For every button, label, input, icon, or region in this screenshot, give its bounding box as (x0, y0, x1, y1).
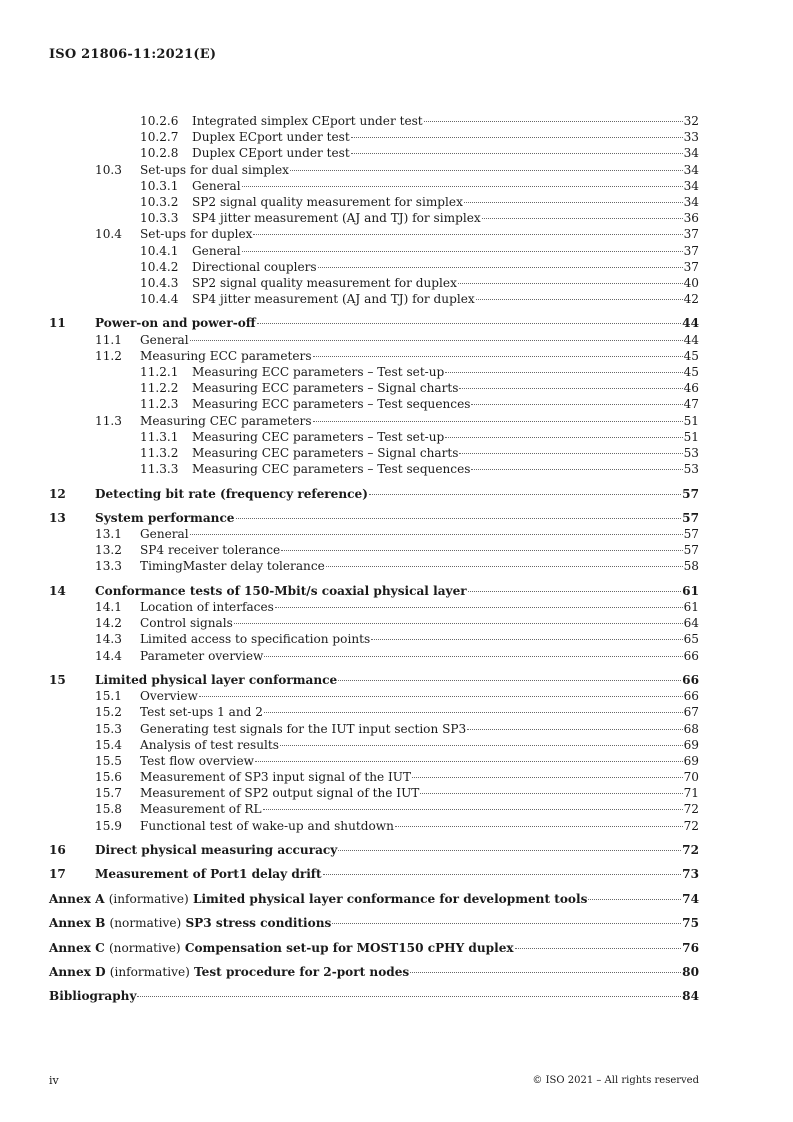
toc-entry-number: 10.3.2 (140, 194, 179, 209)
toc-entry-title: Measuring ECC parameters – Test set-up (192, 365, 445, 379)
dot-leader (467, 729, 682, 730)
toc-annex-page: 84 (682, 989, 699, 1004)
toc-entry[interactable] (49, 558, 699, 574)
toc-entry-number: 12 (49, 486, 66, 501)
dot-leader (410, 972, 681, 973)
toc-entry-title: General (192, 243, 241, 258)
toc-entry[interactable] (49, 785, 699, 801)
toc-entry-number: 10.4.1 (140, 243, 179, 258)
dot-leader (445, 372, 682, 373)
toc-entry-page: 51 (683, 413, 699, 428)
toc-entry-number: 15.5 (95, 753, 122, 768)
dot-leader (351, 137, 683, 138)
toc-entry[interactable] (49, 429, 699, 445)
toc-annex-entry[interactable] (49, 988, 699, 1004)
toc-entry-title: General (140, 527, 189, 542)
toc-entry-title: Measuring ECC parameters – Test sequences (192, 397, 471, 412)
dot-leader (471, 404, 682, 405)
toc-entry-title: Set-ups for dual simplex (140, 162, 289, 177)
toc-annex-title (49, 964, 409, 980)
dot-leader (482, 218, 683, 219)
toc-entry-number: 11.3 (95, 413, 122, 428)
dot-leader (515, 948, 682, 949)
toc-entry-page: 71 (683, 786, 699, 801)
toc-entry-title: Location of interfaces (140, 600, 274, 614)
toc-entry-page: 73 (682, 867, 699, 882)
annex-kind: (normative) (108, 940, 181, 955)
toc-annex-entry[interactable] (49, 964, 699, 980)
toc-entry[interactable] (49, 413, 699, 429)
toc-entry[interactable] (49, 486, 699, 502)
toc-entry-number: 10.2.8 (140, 146, 179, 161)
toc-entry-page: 67 (683, 705, 699, 720)
toc-entry-title: SP4 receiver tolerance (140, 543, 281, 558)
toc-entry[interactable] (49, 162, 699, 178)
toc-annex-title (49, 940, 514, 956)
toc-entry-title: Measuring CEC parameters – Signal charts (192, 445, 459, 460)
toc-entry-number: 15.8 (95, 802, 122, 817)
toc-entry-number: 15.1 (95, 689, 122, 704)
toc-entry-number: 11.1 (95, 332, 122, 347)
dot-leader (412, 777, 683, 778)
dot-leader (395, 826, 683, 827)
toc-entry[interactable] (49, 332, 699, 348)
toc-entry-page: 34 (683, 146, 699, 161)
toc-entry[interactable] (49, 113, 699, 129)
toc-entry[interactable] (49, 704, 699, 720)
toc-entry-number: 15.3 (95, 721, 122, 736)
toc-entry-title: Functional test of wake-up and shutdown (140, 818, 394, 833)
toc-entry-title: Limited physical layer conformance (95, 672, 338, 687)
toc-entry-number: 10.4.4 (140, 292, 179, 307)
toc-annex-page: 76 (682, 940, 699, 955)
toc-entry-page: 47 (683, 397, 699, 412)
dot-leader (263, 809, 683, 810)
toc-entry-title: Test set-ups 1 and 2 (140, 705, 263, 720)
toc-entry-title: Test flow overview (140, 753, 254, 768)
page-number: iv (49, 1074, 59, 1087)
document-id: ISO 21806-11:2021(E) (49, 47, 217, 62)
toc-entry-title: Measuring CEC parameters (140, 413, 312, 428)
toc-entry[interactable] (49, 769, 699, 785)
toc-entry-page: 44 (682, 316, 699, 331)
dot-leader (242, 251, 683, 252)
toc-entry[interactable] (49, 721, 699, 737)
toc-entry-page: 40 (683, 275, 699, 290)
toc-entry-number: 15.4 (95, 737, 122, 752)
toc-entry-number: 11.3.2 (140, 445, 179, 460)
toc-entry-page: 34 (683, 178, 699, 193)
toc-entry-page: 37 (683, 259, 699, 274)
table-of-contents (49, 113, 699, 1004)
toc-entry[interactable] (49, 631, 699, 647)
toc-entry-page: 61 (682, 583, 699, 598)
toc-entry[interactable] (49, 842, 699, 858)
toc-entry-page: 66 (683, 689, 699, 704)
annex-label: Annex B (49, 916, 106, 931)
annex-title: Limited physical layer conformance for development tools (192, 891, 588, 906)
toc-entry-title: General (140, 332, 189, 347)
toc-entry-number: 10.4 (95, 227, 122, 242)
toc-entry[interactable] (49, 615, 699, 631)
toc-entry-number: 15.2 (95, 705, 122, 720)
toc-entry-page: 33 (683, 130, 699, 145)
toc-entry[interactable] (49, 801, 699, 817)
toc-entry-title: Measuring CEC parameters – Test set-up (192, 429, 445, 444)
dot-leader (190, 534, 683, 535)
toc-entry-number: 11.2 (95, 348, 122, 363)
dot-leader (313, 356, 683, 357)
dot-leader (424, 121, 683, 122)
dot-leader (588, 899, 681, 900)
toc-entry-title: Measurement of SP2 output signal of the IUT (140, 786, 420, 801)
toc-entry[interactable] (49, 275, 699, 291)
toc-annex-page: 80 (682, 964, 699, 979)
toc-entry-page: 66 (682, 672, 699, 687)
dot-leader (326, 566, 683, 567)
toc-entry[interactable] (49, 364, 699, 380)
toc-entry[interactable] (49, 210, 699, 226)
toc-entry-page: 51 (683, 429, 699, 444)
toc-entry-page: 32 (683, 114, 699, 128)
copyright-notice: © ISO 2021 – All rights reserved (532, 1075, 699, 1086)
toc-entry-page: 34 (683, 194, 699, 209)
toc-entry-page: 64 (683, 616, 699, 631)
toc-entry-title: Measuring ECC parameters – Signal charts (192, 381, 459, 396)
toc-annex-page: 75 (682, 916, 699, 931)
toc-entry-title: Measuring ECC parameters (140, 348, 312, 363)
toc-entry-page: 53 (683, 462, 699, 477)
toc-entry[interactable] (49, 648, 699, 664)
toc-entry-title: Measurement of Port1 delay drift (95, 867, 322, 882)
annex-kind: (informative) (108, 891, 189, 906)
toc-entry-number: 11.2.3 (140, 397, 179, 412)
toc-entry-title: SP4 jitter measurement (AJ and TJ) for duplex (192, 292, 475, 307)
toc-entry-page: 34 (683, 162, 699, 177)
toc-entry-page: 45 (683, 348, 699, 363)
toc-entry-page: 57 (683, 543, 699, 558)
dot-leader (420, 793, 682, 794)
annex-title: Test procedure for 2-port nodes (194, 964, 410, 979)
toc-annex-entry[interactable] (49, 891, 699, 907)
toc-entry-page: 57 (683, 527, 699, 542)
toc-entry-number: 14.1 (95, 600, 122, 614)
toc-entry[interactable] (49, 688, 699, 704)
toc-entry[interactable] (49, 291, 699, 307)
toc-entry[interactable] (49, 445, 699, 461)
toc-entry-title: Direct physical measuring accuracy (95, 843, 338, 857)
dot-leader (476, 299, 683, 300)
toc-entry[interactable] (49, 461, 699, 477)
toc-entry[interactable] (49, 526, 699, 542)
toc-entry-page: 69 (683, 753, 699, 768)
toc-entry-page: 46 (683, 381, 699, 396)
toc-entry-number: 16 (49, 843, 66, 857)
dot-leader (464, 202, 683, 203)
toc-entry-number: 10.3.1 (140, 178, 179, 193)
toc-entry[interactable] (49, 510, 699, 526)
toc-entry[interactable] (49, 866, 699, 882)
toc-entry-page: 72 (683, 802, 699, 817)
toc-entry-title: Set-ups for duplex (140, 227, 253, 242)
dot-leader (190, 340, 683, 341)
toc-entry-page: 66 (683, 648, 699, 663)
toc-entry-number: 17 (49, 867, 66, 882)
toc-entry[interactable] (49, 672, 699, 688)
toc-entry-number: 13.2 (95, 543, 122, 558)
toc-entry-page: 65 (683, 632, 699, 647)
toc-entry-title: Generating test signals for the IUT input section SP3 (140, 721, 467, 736)
toc-entry-page: 57 (682, 510, 699, 525)
toc-entry-title: Detecting bit rate (frequency reference) (95, 486, 368, 501)
toc-entry[interactable] (49, 348, 699, 364)
toc-annex-entry[interactable] (49, 940, 699, 956)
toc-entry[interactable] (49, 259, 699, 275)
toc-entry-page: 72 (683, 818, 699, 833)
toc-entry[interactable] (49, 753, 699, 769)
dot-leader (445, 437, 682, 438)
toc-entry[interactable] (49, 542, 699, 558)
toc-entry-title: Overview (140, 689, 198, 704)
toc-entry-page: 53 (683, 445, 699, 460)
toc-entry-number: 11 (49, 316, 66, 331)
toc-annex-entry[interactable] (49, 915, 699, 931)
toc-annex-title (49, 988, 136, 1004)
toc-entry-number: 10.4.2 (140, 259, 179, 274)
toc-entry-title: TimingMaster delay tolerance (140, 559, 325, 574)
toc-entry-title: Duplex CEport under test (192, 146, 350, 161)
toc-entry-title: SP2 signal quality measurement for duplex (192, 275, 457, 290)
toc-entry-title: Duplex ECport under test (192, 130, 350, 145)
toc-entry-page: 61 (683, 600, 699, 614)
toc-entry-page: 37 (683, 227, 699, 242)
toc-entry-number: 15.7 (95, 786, 122, 801)
toc-entry[interactable] (49, 396, 699, 412)
toc-entry-page: 57 (682, 486, 699, 501)
toc-entry[interactable] (49, 194, 699, 210)
bibliography-title: Bibliography (49, 989, 137, 1004)
toc-entry-page: 69 (683, 737, 699, 752)
dot-leader (468, 591, 682, 592)
dot-leader (281, 550, 682, 551)
toc-entry-number: 15.9 (95, 818, 122, 833)
dot-leader (290, 170, 683, 171)
dot-leader (257, 323, 681, 324)
toc-entry-number: 13 (49, 510, 66, 525)
toc-annex-title (49, 915, 331, 931)
toc-entry-number: 13.1 (95, 527, 122, 542)
toc-entry-page: 68 (683, 721, 699, 736)
toc-entry-title: SP2 signal quality measurement for simplex (192, 194, 463, 209)
dot-leader (234, 623, 683, 624)
toc-entry[interactable] (49, 818, 699, 834)
toc-entry-title: Integrated simplex CEport under test (192, 114, 423, 128)
dot-leader (338, 850, 681, 851)
toc-entry-page: 72 (682, 843, 699, 857)
toc-entry[interactable] (49, 583, 699, 599)
toc-entry-title: Limited access to specification points (140, 632, 371, 647)
toc-entry-page: 70 (683, 770, 699, 785)
dot-leader (280, 745, 683, 746)
toc-annex-title (49, 891, 587, 907)
toc-entry-title: Directional couplers (192, 259, 317, 274)
toc-entry-number: 15 (49, 672, 66, 687)
toc-entry-title: General (192, 178, 241, 193)
dot-leader (369, 494, 681, 495)
dot-leader (255, 761, 683, 762)
toc-entry-title: Analysis of test results (140, 737, 279, 752)
toc-entry-number: 13.3 (95, 559, 122, 574)
toc-entry-title: Conformance tests of 150-Mbit/s coaxial physical layer (95, 583, 467, 598)
toc-entry-title: Measurement of SP3 input signal of the IUT (140, 770, 412, 785)
toc-entry-number: 11.2.2 (140, 381, 179, 396)
toc-entry-page: 45 (683, 365, 699, 379)
dot-leader (236, 518, 682, 519)
toc-entry-number: 10.3.3 (140, 211, 179, 226)
toc-entry-number: 11.2.1 (140, 365, 179, 379)
dot-leader (371, 639, 682, 640)
toc-annex-page: 74 (682, 891, 699, 906)
dot-leader (459, 388, 682, 389)
toc-entry-title: Power-on and power-off (95, 316, 256, 331)
dot-leader (338, 680, 681, 681)
toc-entry-number: 14.3 (95, 632, 122, 647)
toc-entry-number: 11.3.3 (140, 462, 179, 477)
toc-entry[interactable] (49, 178, 699, 194)
toc-entry[interactable] (49, 129, 699, 145)
toc-entry-number: 14.4 (95, 648, 122, 663)
toc-entry-number: 14 (49, 583, 66, 598)
toc-entry-number: 10.2.7 (140, 130, 179, 145)
toc-entry-page: 58 (683, 559, 699, 574)
dot-leader (264, 712, 683, 713)
toc-entry-page: 42 (683, 292, 699, 307)
toc-entry-page: 37 (683, 243, 699, 258)
dot-leader (199, 696, 683, 697)
dot-leader (264, 656, 682, 657)
dot-leader (242, 186, 683, 187)
annex-label: Annex D (49, 964, 106, 979)
dot-leader (313, 421, 683, 422)
toc-entry-number: 14.2 (95, 616, 122, 631)
toc-entry-number: 10.4.3 (140, 275, 179, 290)
annex-label: Annex A (49, 891, 105, 906)
dot-leader (253, 234, 682, 235)
toc-entry-title: Measurement of RL (140, 802, 262, 817)
toc-entry[interactable] (49, 737, 699, 753)
dot-leader (458, 283, 683, 284)
toc-entry-title: SP4 jitter measurement (AJ and TJ) for simplex (192, 211, 481, 226)
dot-leader (471, 469, 682, 470)
annex-kind: (informative) (109, 964, 190, 979)
dot-leader (275, 607, 683, 608)
toc-entry-number: 10.2.6 (140, 114, 179, 128)
annex-kind: (normative) (109, 916, 182, 931)
dot-leader (459, 453, 682, 454)
toc-entry[interactable] (49, 315, 699, 331)
dot-leader (318, 267, 683, 268)
dot-leader (137, 996, 681, 997)
toc-entry-number: 11.3.1 (140, 429, 179, 444)
toc-entry-title: Parameter overview (140, 648, 264, 663)
toc-entry-title: System performance (95, 510, 235, 525)
toc-entry[interactable] (49, 243, 699, 259)
dot-leader (351, 153, 683, 154)
toc-entry-title: Control signals (140, 616, 233, 631)
toc-entry[interactable] (49, 599, 699, 615)
toc-entry[interactable] (49, 380, 699, 396)
toc-entry-number: 15.6 (95, 770, 122, 785)
toc-entry-title: Measuring CEC parameters – Test sequences (192, 462, 471, 477)
toc-entry-page: 36 (683, 211, 699, 226)
annex-label: Annex C (49, 940, 105, 955)
annex-title: SP3 stress conditions (185, 916, 332, 931)
dot-leader (323, 874, 682, 875)
annex-title: Compensation set-up for MOST150 cPHY duplex (184, 940, 514, 955)
toc-entry[interactable] (49, 226, 699, 242)
toc-entry-page: 44 (683, 332, 699, 347)
toc-entry-number: 10.3 (95, 162, 122, 177)
toc-entry[interactable] (49, 145, 699, 161)
dot-leader (332, 923, 681, 924)
